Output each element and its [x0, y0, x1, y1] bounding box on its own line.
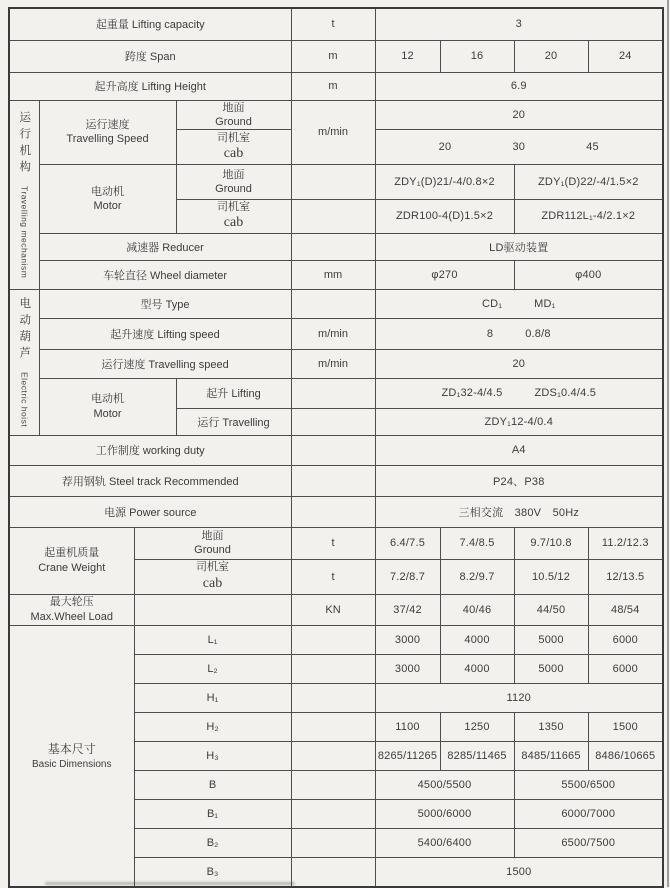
span-label: 跨度 Span: [9, 40, 291, 72]
group-travelling-zh: 运行机构: [18, 110, 31, 177]
crane-weight-cab-value: 8.2/9.7: [440, 559, 514, 594]
reducer-unit-empty: [291, 233, 375, 260]
dim-h2-value: 1350: [514, 712, 588, 741]
cab-speed-value: 30: [512, 141, 526, 154]
dim-b1-value: 6000/7000: [514, 799, 663, 828]
travel-speed-cab-sublabel: [176, 130, 291, 165]
steel-track-value: P24、P38: [375, 465, 663, 496]
span-unit: m: [291, 40, 375, 72]
lifting-speed-unit: m/min: [291, 318, 375, 349]
lifting-speed-value: 8: [486, 327, 494, 340]
spec-sheet: [8, 7, 664, 888]
travel-motor-label-en: Motor: [93, 199, 122, 212]
crane-weight-label-zh: 起重机质量: [44, 547, 100, 560]
travel-speed-cab-values: [375, 130, 663, 165]
crane-weight-unit: t: [291, 527, 375, 559]
dim-unit-empty: [291, 857, 375, 887]
crane-weight-label: [9, 527, 134, 594]
power-source-value: 三相交流 380V 50Hz: [375, 496, 663, 527]
dim-h1-value: 1120: [375, 683, 663, 712]
dim-h3-value: 8265/11265: [375, 741, 440, 770]
hoist-motor-label: [39, 378, 176, 435]
dim-l1-value: 3000: [375, 625, 440, 654]
hoist-motor-lifting-values: [375, 378, 663, 408]
travel-motor-ground-value: ZDY₁(D)21/-4/0.8×2: [375, 165, 514, 200]
dim-b-label: B: [134, 770, 291, 799]
span-value: 20: [514, 40, 588, 72]
lifting-capacity-unit: t: [291, 8, 375, 40]
dim-l1-value: 4000: [440, 625, 514, 654]
lifting-capacity-label: 起重量 Lifting capacity: [9, 8, 291, 40]
ground-en: Ground: [215, 183, 252, 196]
dim-b3-label: B₃: [134, 857, 291, 887]
dim-unit-empty: [291, 654, 375, 683]
hoist-motor-label-en: Motor: [93, 407, 122, 420]
dim-unit-empty: [291, 683, 375, 712]
travel-motor-ground-sublabel: [176, 165, 291, 200]
max-wheel-load-label-zh: 最大轮压: [49, 596, 94, 609]
dim-b2-value: 6500/7500: [514, 828, 663, 857]
working-duty-unit-empty: [291, 435, 375, 465]
cab-en: cab: [223, 215, 244, 231]
dim-l1-value: 5000: [514, 625, 588, 654]
working-duty-label: 工作制度 working duty: [9, 435, 291, 465]
hoist-travel-speed-label: 运行速度 Travelling speed: [39, 349, 291, 378]
ground-en: Ground: [215, 115, 252, 128]
travel-motor-unit-empty: [291, 165, 375, 200]
dim-unit-empty: [291, 741, 375, 770]
crane-spec-table: [8, 7, 664, 888]
crane-weight-ground-value: 11.2/12.3: [588, 527, 663, 559]
lifting-speed-value: 0.8/8: [525, 327, 551, 340]
cab-en: cab: [223, 146, 244, 162]
dim-h1-label: H₁: [134, 683, 291, 712]
lifting-height-value: 6.9: [375, 72, 663, 100]
crane-weight-cab-sublabel: [134, 559, 291, 594]
wheel-diameter-label: 车轮直径 Wheel diameter: [39, 260, 291, 289]
travel-speed-label-en: Travelling Speed: [66, 133, 149, 146]
cab-zh: 司机室: [217, 131, 250, 144]
dim-h2-value: 1100: [375, 712, 440, 741]
travel-motor-ground-value: ZDY₁(D)22/-4/1.5×2: [514, 165, 663, 200]
group-hoist-zh: 电动葫芦: [18, 296, 31, 363]
dim-b3-value: 1500: [375, 857, 663, 887]
max-wheel-load-value: 44/50: [514, 594, 588, 625]
hoist-type-label: 型号 Type: [39, 289, 291, 318]
hoist-type-values: [375, 289, 663, 318]
power-source-unit-empty: [291, 496, 375, 527]
dim-h2-label: H₂: [134, 712, 291, 741]
cab-speed-value: 20: [438, 141, 452, 154]
dim-unit-empty: [291, 828, 375, 857]
working-duty-value: A4: [375, 435, 663, 465]
max-wheel-load-value: 40/46: [440, 594, 514, 625]
travel-motor-cab-value: ZDR100-4(D)1.5×2: [375, 200, 514, 233]
travel-motor-label-zh: 电动机: [91, 185, 124, 198]
crane-weight-ground-value: 7.4/8.5: [440, 527, 514, 559]
wheel-diameter-value: φ270: [375, 260, 514, 289]
dim-l2-value: 3000: [375, 654, 440, 683]
dim-h2-value: 1500: [588, 712, 663, 741]
group-hoist-en: Electric hoist: [19, 371, 30, 428]
lifting-speed-values: [375, 318, 663, 349]
span-value: 24: [588, 40, 663, 72]
dim-unit-empty: [291, 770, 375, 799]
lifting-speed-label: 起升速度 Lifting speed: [39, 318, 291, 349]
crane-weight-ground-value: 6.4/7.5: [375, 527, 440, 559]
hoist-travel-speed-unit: m/min: [291, 349, 375, 378]
max-wheel-load-value: 37/42: [375, 594, 440, 625]
group-dims-zh: 基本尺寸: [47, 741, 96, 756]
lifting-height-label: 起升高度 Lifting Height: [9, 72, 291, 100]
dim-b-value: 5500/6500: [514, 770, 663, 799]
hoist-motor-travelling-value: ZDY₁12-4/0.4: [375, 408, 663, 435]
power-source-label: 电源 Power source: [9, 496, 291, 527]
travel-speed-ground-value: 20: [375, 100, 663, 130]
hoist-motor-travelling-sublabel: 运行 Travelling: [176, 408, 291, 435]
dim-l2-value: 5000: [514, 654, 588, 683]
dim-b-value: 4500/5500: [375, 770, 514, 799]
dim-h3-label: H₃: [134, 741, 291, 770]
crane-weight-label-en: Crane Weight: [38, 561, 106, 574]
ground-zh: 地面: [201, 529, 224, 542]
max-wheel-load-label-en: Max.Wheel Load: [30, 610, 114, 623]
crane-weight-cab-value: 7.2/8.7: [375, 559, 440, 594]
cab-zh: 司机室: [196, 561, 229, 574]
hoist-type-value: MD₁: [534, 297, 556, 310]
cab-speed-value: 45: [586, 141, 599, 154]
wheel-diameter-unit: mm: [291, 260, 375, 289]
travel-speed-label-zh: 运行速度: [85, 119, 130, 131]
wheel-diameter-value: φ400: [514, 260, 663, 289]
hoist-motor-lifting-value: ZD₁32-4/4.5: [441, 387, 503, 400]
dim-unit-empty: [291, 799, 375, 828]
scan-streak-artifact: [45, 882, 295, 885]
hoist-motor-unit-empty: [291, 378, 375, 408]
scan-edge-artifact: [667, 0, 669, 887]
group-basic-dimensions: [9, 625, 134, 887]
hoist-motor-unit-empty: [291, 408, 375, 435]
dim-unit-empty: [291, 712, 375, 741]
max-wheel-load-value: 48/54: [588, 594, 663, 625]
travel-motor-unit-empty: [291, 200, 375, 233]
ground-zh: 地面: [222, 168, 245, 181]
travel-speed-ground-sublabel: [176, 100, 291, 130]
dim-b1-label: B₁: [134, 799, 291, 828]
span-value: 16: [440, 40, 514, 72]
group-travelling-en: Travelling mechanism: [19, 185, 30, 279]
dim-h3-value: 8486/10665: [588, 741, 663, 770]
dim-l2-label: L₂: [134, 654, 291, 683]
dim-l1-label: L₁: [134, 625, 291, 654]
hoist-motor-label-zh: 电动机: [91, 393, 124, 406]
travel-motor-cab-sublabel: [176, 200, 291, 233]
steel-track-unit-empty: [291, 465, 375, 496]
max-wheel-load-label: [9, 594, 134, 625]
crane-weight-ground-value: 9.7/10.8: [514, 527, 588, 559]
lifting-height-unit: m: [291, 72, 375, 100]
group-dims-en: Basic Dimensions: [32, 759, 112, 771]
dim-h2-value: 1250: [440, 712, 514, 741]
cab-zh: 司机室: [217, 201, 250, 214]
dim-l2-value: 6000: [588, 654, 663, 683]
hoist-travel-speed-value: 20: [375, 349, 663, 378]
dim-l1-value: 6000: [588, 625, 663, 654]
hoist-type-unit-empty: [291, 289, 375, 318]
max-wheel-load-unit: KN: [291, 594, 375, 625]
reducer-label: 减速器 Reducer: [39, 233, 291, 260]
cab-en: cab: [202, 575, 223, 591]
crane-weight-cab-value: 10.5/12: [514, 559, 588, 594]
crane-weight-cab-value: 12/13.5: [588, 559, 663, 594]
dim-unit-empty: [291, 625, 375, 654]
dim-h3-value: 8285/11465: [440, 741, 514, 770]
group-electric-hoist: [9, 289, 39, 435]
travel-speed-label: [39, 100, 176, 165]
span-value: 12: [375, 40, 440, 72]
dim-b2-label: B₂: [134, 828, 291, 857]
ground-zh: 地面: [222, 101, 245, 114]
lifting-capacity-value: 3: [375, 8, 663, 40]
steel-track-label: 荐用钢轨 Steel track Recommended: [9, 465, 291, 496]
travel-motor-label: [39, 165, 176, 233]
dim-b1-value: 5000/6000: [375, 799, 514, 828]
hoist-type-value: CD₁: [481, 297, 503, 310]
crane-weight-ground-sublabel: [134, 527, 291, 559]
travel-speed-unit: m/min: [291, 100, 375, 165]
max-wheel-load-sublabel-empty: [134, 594, 291, 625]
ground-en: Ground: [194, 544, 231, 557]
crane-weight-unit: t: [291, 559, 375, 594]
dim-l2-value: 4000: [440, 654, 514, 683]
hoist-motor-lifting-value: ZDS₁0.4/4.5: [534, 387, 597, 400]
hoist-motor-lifting-sublabel: 起升 Lifting: [176, 378, 291, 408]
travel-motor-cab-value: ZDR112L₁-4/2.1×2: [514, 200, 663, 233]
reducer-value: LD驱动装置: [375, 233, 663, 260]
dim-h3-value: 8485/11665: [514, 741, 588, 770]
group-travelling-mechanism: [9, 100, 39, 289]
dim-b2-value: 5400/6400: [375, 828, 514, 857]
